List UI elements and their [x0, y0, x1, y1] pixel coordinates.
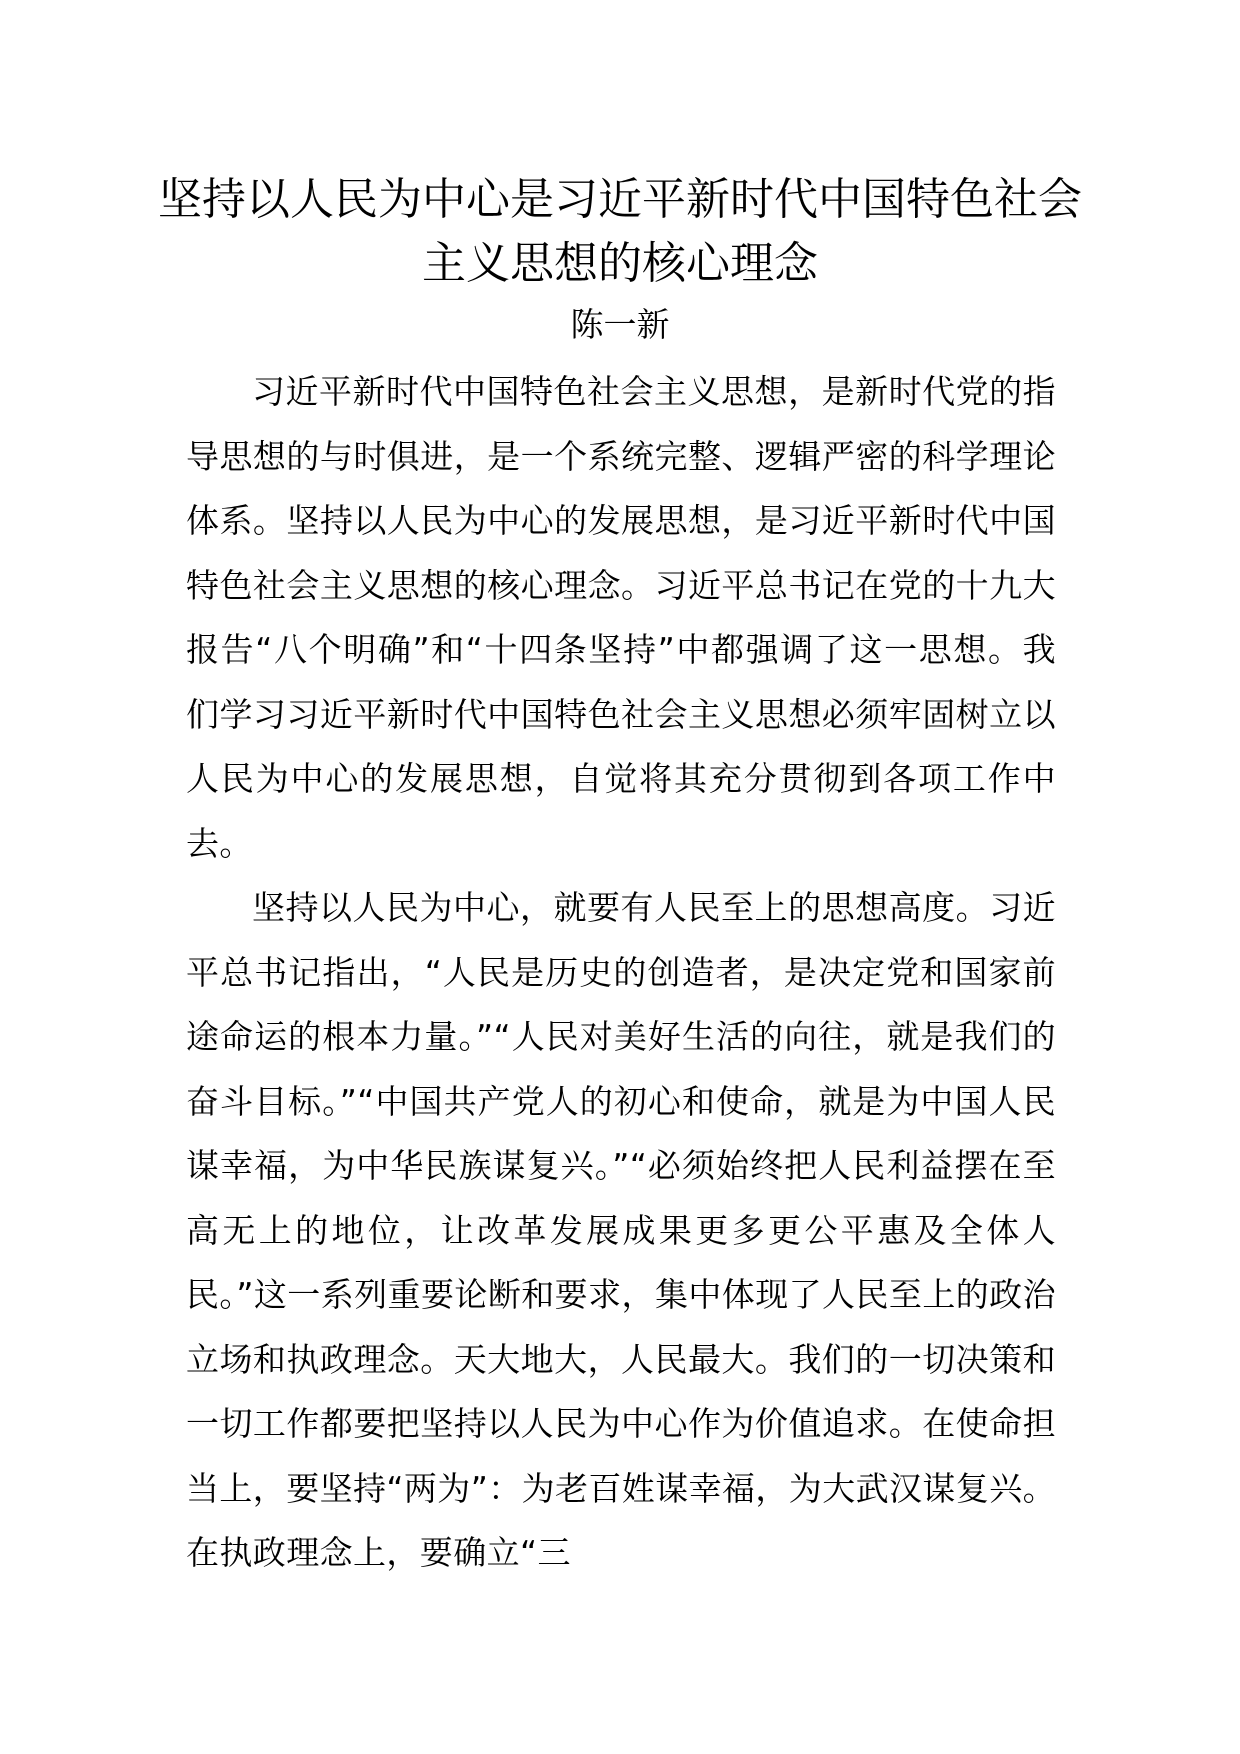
paragraph: 习近平新时代中国特色社会主义思想，是新时代党的指导思想的与时俱进，是一个系统完整、逻辑严密的科学理论体系。坚持以人民为中心的发展思想，是习近平新时代中国特色社会主义思想的核心理念。习近平总书记在党的十九大报告“八个明确”和“十四条坚持”中都强调了这一思想。我们学习习近平新时代中国特色社会主义思想必须牢固树立以人民为中心的发展思想，自觉将其充分贯彻到各项工作中去。 [186, 372, 1056, 863]
document-author: 陈一新 [570, 305, 670, 344]
document-body [186, 360, 1056, 1586]
paragraph: 坚持以人民为中心，就要有人民至上的思想高度。习近平总书记指出，“人民是历史的创造者，是决定党和国家前途命运的根本力量。”“人民对美好生活的向往，就是我们的奋斗目标。”“中国共产党人的初心和使命，就是为中国人民谋幸福，为中华民族谋复兴。”“必须始终把人民利益摆在至高无上的地位，让改革发展成果更多更公平惠及全体人民。”这一系列重要论断和要求，集中体现了人民至上的政治立场和执政理念。天大地大，人民最大。我们的一切决策和一切工作都要把坚持以人民为中心作为价值追求。在使命担当上，要坚持“两为”：为老百姓谋幸福，为大武汉谋复兴。在执政理念上，要确立“三 [186, 888, 1056, 1572]
document-title: 坚持以人民为中心是习近平新时代中国特色社会主义思想的核心理念 [158, 174, 1082, 289]
